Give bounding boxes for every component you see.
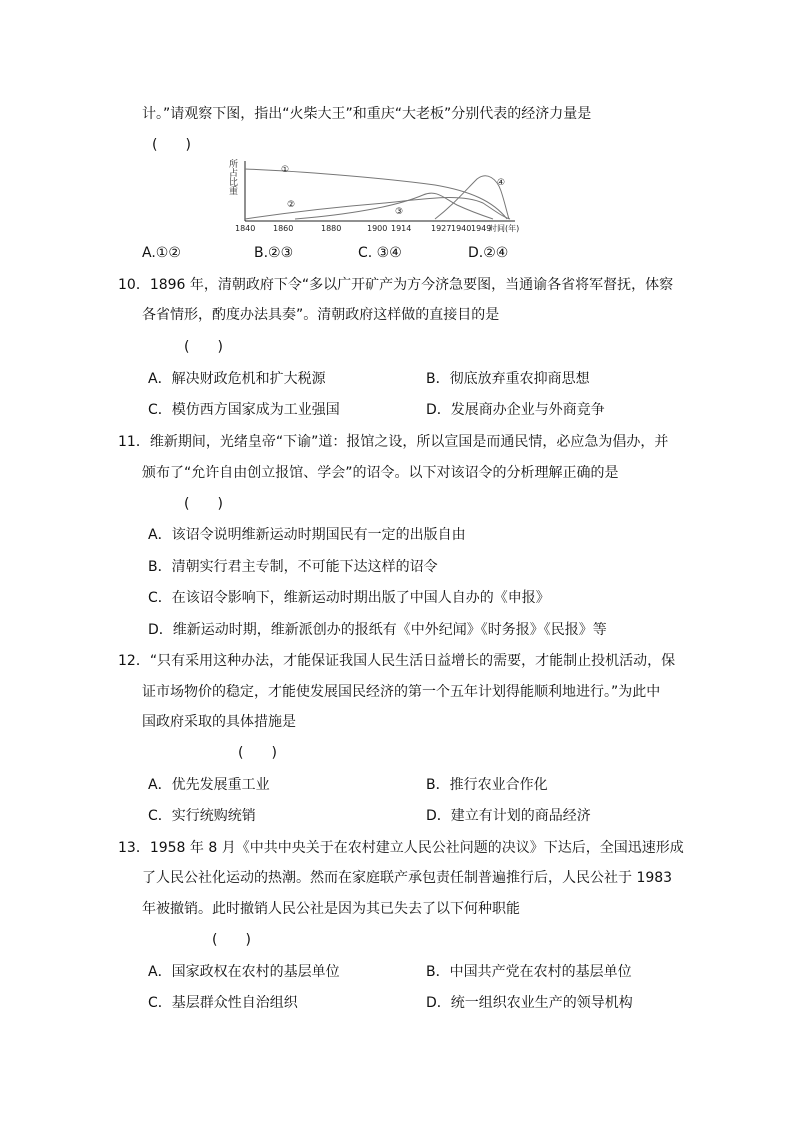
curve-label-2: ② [287, 200, 296, 210]
x-tick-label: 1840 [235, 224, 256, 233]
curve-label-4: ④ [497, 178, 506, 188]
q13-stem-line-1: 13．1958 年 8 月《中共中央关于在农村建立人民公社问题的决议》下达后，全国迅速形成 [118, 840, 684, 856]
q10-option-b: B．彻底放弃重农抑商思想 [426, 371, 590, 387]
curve-label-1: ① [281, 165, 290, 175]
q12-stem-line-1: 12．“只有采用这种办法，才能保证我国人民生活日益增长的需要，才能制止投机活动，保 [118, 653, 676, 669]
q9-option-a: A.①② [142, 245, 181, 261]
q13-option-b: B．中国共产党在农村的基层单位 [426, 964, 632, 980]
q12-option-c: C．实行统购统销 [148, 808, 256, 824]
q9-option-d: D.②④ [468, 245, 509, 261]
y-label-char: 占 [229, 169, 239, 179]
x-tick-label: 1860 [273, 224, 294, 233]
q12-stem-line-2: 证市场物价的稳定，才能使发展国民经济的第一个五年计划得能顺利地进行。”为此中 [142, 684, 661, 700]
q11-option-a: A．该诏令说明维新运动时期国民有一定的出版自由 [148, 527, 466, 543]
q11-stem-line-1: 11．维新期间，光绪皇帝“下谕”道：报馆之设，所以宣国是而通民情，必应急为倡办，并 [118, 434, 669, 450]
q10-option-a: A．解决财政危机和扩大税源 [148, 371, 326, 387]
q9-stem-tail: 计。”请观察下图，指出“火柴大王”和重庆“大老板”分别代表的经济力量是 [142, 106, 592, 122]
q11-option-b: B．清朝实行君主专制，不可能下达这样的诏令 [148, 559, 438, 575]
q13-stem-line-2: 了人民公社化运动的热潮。然而在家庭联产承包责任制普遍推行后，人民公社于 1983 [142, 870, 673, 886]
q13-option-a: A．国家政权在农村的基层单位 [148, 964, 340, 980]
q12-stem-line-3: 国政府采取的具体措施是 [142, 714, 296, 730]
x-tick-label: 1914 [391, 224, 412, 233]
y-label-char: 重 [229, 187, 239, 197]
q9-answer-paren: ( ) [152, 137, 191, 153]
y-label-char: 所 [229, 160, 239, 170]
q12-option-a: A．优先发展重工业 [148, 777, 270, 793]
q10-answer-paren: ( ) [184, 339, 223, 355]
curve-label-3: ③ [395, 207, 404, 217]
x-tick-label: 1927 [431, 224, 452, 233]
q11-option-d: D．维新运动时期，维新派创办的报纸有《中外纪闻》《时务报》《民报》等 [148, 622, 607, 638]
q11-answer-paren: ( ) [184, 496, 223, 512]
q9-option-b: B.②③ [254, 245, 294, 261]
x-tick-label: 1949 [471, 224, 492, 233]
q13-answer-paren: ( ) [212, 932, 251, 948]
q10-stem-line-2: 各省情形，酌度办法具奏”。清朝政府这样做的直接目的是 [142, 307, 500, 323]
q13-stem-line-3: 年被撤销。此时撤销人民公社是因为其已失去了以下何种职能 [142, 901, 520, 917]
q12-option-b: B．推行农业合作化 [426, 777, 548, 793]
x-tick-label: 1900 [367, 224, 388, 233]
q11-stem-line-2: 颁布了“允许自由创立报馆、学会”的诏令。以下对该诏令的分析理解正确的是 [142, 465, 619, 481]
q12-answer-paren: ( ) [238, 745, 277, 761]
x-axis-label: 时间(年) [489, 224, 520, 233]
x-tick-label: 1880 [321, 224, 342, 233]
q12-option-d: D．建立有计划的商品经济 [426, 808, 591, 824]
q11-option-c: C．在该诏令影响下，维新运动时期出版了中国人自办的《申报》 [148, 590, 550, 606]
q10-option-c: C．模仿西方国家成为工业强国 [148, 402, 340, 418]
x-tick-label: 1940 [451, 224, 472, 233]
curve-1-feudal-economy [245, 169, 507, 219]
q9-option-c: C. ③④ [358, 245, 402, 261]
y-label-char: 比 [229, 178, 239, 188]
q10-stem-line-1: 10．1896 年，清朝政府下令“多以广开矿产为方今济急要图，当通谕各省将军督抚，体察 [118, 277, 674, 293]
q13-option-d: D．统一组织农业生产的领导机构 [426, 995, 633, 1011]
q9-economic-forces-figure [225, 155, 520, 235]
q10-option-d: D．发展商办企业与外商竞争 [426, 402, 605, 418]
q13-option-c: C．基层群众性自治组织 [148, 995, 298, 1011]
curve-3 [295, 193, 493, 219]
